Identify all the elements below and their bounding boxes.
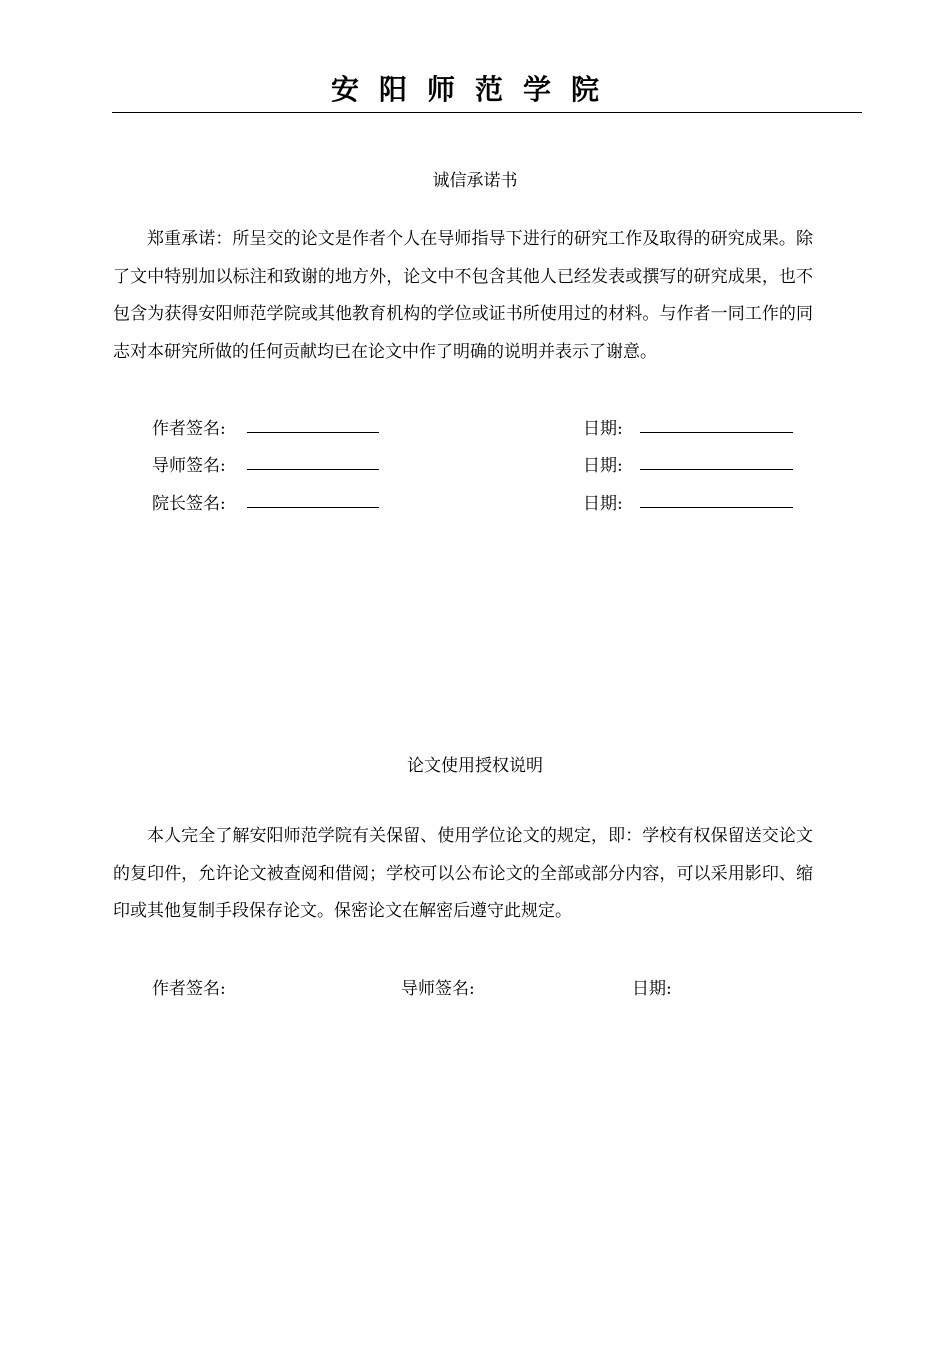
auth-date-label: 日期: (632, 979, 672, 999)
advisor-date-line[interactable] (640, 451, 793, 470)
signature-row-dean (0, 489, 950, 513)
author-date-label: 日期: (583, 419, 623, 439)
advisor-signature-label: 导师签名: (152, 456, 226, 476)
author-signature-line[interactable] (247, 414, 379, 433)
author-signature-label: 作者签名: (152, 419, 226, 439)
signature-row-advisor (0, 451, 950, 475)
advisor-signature-line[interactable] (247, 451, 379, 470)
authorization-body: 本人完全了解安阳师范学院有关保留、使用学位论文的规定，即：学校有权保留送交论文的复印件，允许论文被查阅和借阅；学校可以公布论文的全部或部分内容，可以采用影印、缩印或其他复制手段保存论文。保密论文在解密后遵守此规定。 (113, 826, 813, 921)
author-date-line[interactable] (640, 414, 793, 433)
authorization-title: 论文使用授权说明 (407, 756, 543, 776)
advisor-date-label: 日期: (583, 456, 623, 476)
header-rule (112, 112, 862, 113)
signature-row-author (0, 414, 950, 438)
authorization-signature-row (0, 974, 950, 998)
dean-signature-line[interactable] (247, 489, 379, 508)
auth-advisor-signature-label: 导师签名: (401, 979, 475, 999)
integrity-body: 郑重承诺：所呈交的论文是作者个人在导师指导下进行的研究工作及取得的研究成果。除了文中特别加以标注和致谢的地方外，论文中不包含其他人已经发表或撰写的研究成果，也不包含为获得安阳师范学院或其他教育机构的学位或证书所使用过的材料。与作者一同工作的同志对本研究所做的任何贡献均已在论文中作了明确的说明并表示了谢意。 (113, 229, 813, 362)
auth-author-signature-label: 作者签名: (152, 979, 226, 999)
integrity-title: 诚信承诺书 (432, 171, 518, 191)
dean-signature-label: 院长签名: (152, 494, 226, 514)
dean-date-line[interactable] (640, 489, 793, 508)
school-name-header: 安阳师范学院 (330, 73, 619, 106)
dean-date-label: 日期: (583, 494, 623, 514)
